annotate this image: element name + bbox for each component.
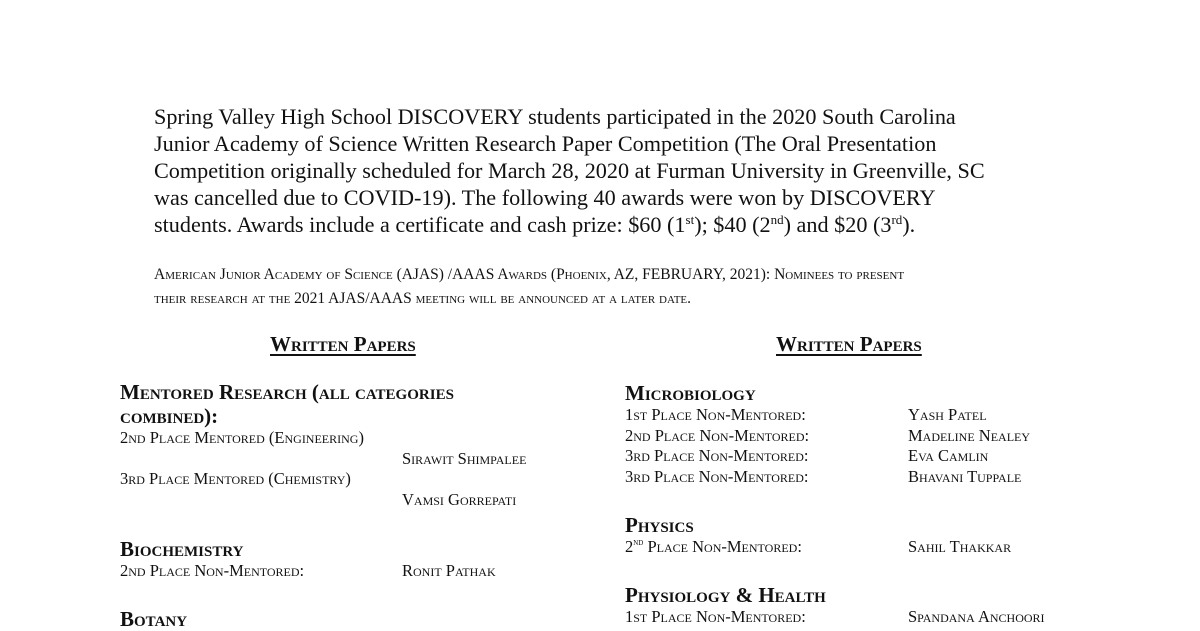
section-biochemistry <box>120 537 590 582</box>
ordinal-suffix: nd <box>770 212 784 227</box>
award-place: 3rd Place Non-Mentored: <box>625 466 809 486</box>
award-place: 2nd Place Non-Mentored: <box>625 425 810 445</box>
intro-line-prizes <box>154 211 1054 238</box>
student-name: Spandana Anchoori <box>908 607 1045 626</box>
award-entry <box>625 405 1095 426</box>
student-name: Madeline Nealey <box>908 425 1031 445</box>
section-microbiology <box>625 381 1095 487</box>
prize-text: ) and $20 (3 <box>783 212 892 237</box>
section-title: Biochemistry <box>120 537 244 561</box>
intro-line: was cancelled due to COVID-19). The following 40 awards were won by DISCOVERY <box>154 185 936 210</box>
student-name: Sirawit Shimpalee <box>402 448 527 468</box>
student-name: Ronit Pathak <box>402 561 496 580</box>
award-entry <box>625 537 1095 558</box>
intro-paragraph <box>154 103 1054 238</box>
award-entry <box>625 607 1095 628</box>
award-place: 2nd Place Non-Mentored: <box>120 561 305 580</box>
place-text: Place Non-Mentored: <box>643 537 802 556</box>
intro-line: Spring Valley High School DISCOVERY students participated in the 2020 South Carolina <box>154 104 956 129</box>
place-number: 2 <box>625 537 634 556</box>
ajas-note <box>154 263 1064 311</box>
section-botany <box>120 607 590 631</box>
prize-text: ). <box>902 212 916 237</box>
section-mentored-research <box>120 380 590 510</box>
intro-line: Junior Academy of Science Written Research Paper Competition (The Oral Presentation <box>154 131 937 156</box>
award-place: 2nd Place Mentored (Engineering) <box>120 428 364 447</box>
ordinal-suffix: st <box>685 212 695 227</box>
section-title: Microbiology <box>625 381 756 405</box>
student-name: Vamsi Gorrepati <box>402 489 517 509</box>
award-entry <box>120 469 590 510</box>
student-name: Eva Camlin <box>908 446 989 465</box>
award-place: 3rd Place Mentored (Chemistry) <box>120 469 351 488</box>
student-name: Yash Patel <box>908 405 987 424</box>
ajas-note-line: their research at the 2021 AJAS/AAAS meeting will be announced at a later date. <box>154 290 692 307</box>
section-physics <box>625 513 1095 558</box>
award-place: 1st Place Non-Mentored: <box>625 405 806 424</box>
section-physiology-health <box>625 583 1095 628</box>
section-title: Physiology & Health <box>625 583 826 607</box>
award-place <box>625 537 802 558</box>
column-title: Written Papers <box>776 332 922 356</box>
ordinal-suffix: rd <box>891 212 903 227</box>
section-title: Mentored Research (all categories combined): <box>120 380 454 428</box>
column-title: Written Papers <box>270 332 416 356</box>
award-entry <box>625 426 1095 447</box>
prize-text: students. Awards include a certificate and cash prize: $60 (1 <box>154 212 686 237</box>
student-name: Sahil Thakkar <box>908 537 1012 556</box>
section-title: Botany <box>120 607 188 631</box>
award-entry <box>625 446 1095 467</box>
award-entry <box>625 467 1095 488</box>
ajas-note-line: American Junior Academy of Science (AJAS) /AAAS Awards (Phoenix, AZ, FEBRUARY, 2021): Nominees to present <box>154 266 905 283</box>
award-place: 3rd Place Non-Mentored: <box>625 446 809 465</box>
award-entry <box>120 428 590 469</box>
prize-text: ); $40 (2 <box>694 212 771 237</box>
student-name: Bhavani Tuppale <box>908 466 1022 486</box>
section-title: Physics <box>625 513 694 537</box>
ordinal-suffix: nd <box>633 537 644 548</box>
award-entry <box>120 561 590 582</box>
intro-line: Competition originally scheduled for March 28, 2020 at Furman University in Greenville, SC <box>154 158 985 183</box>
award-place: 1st Place Non-Mentored: <box>625 607 806 626</box>
